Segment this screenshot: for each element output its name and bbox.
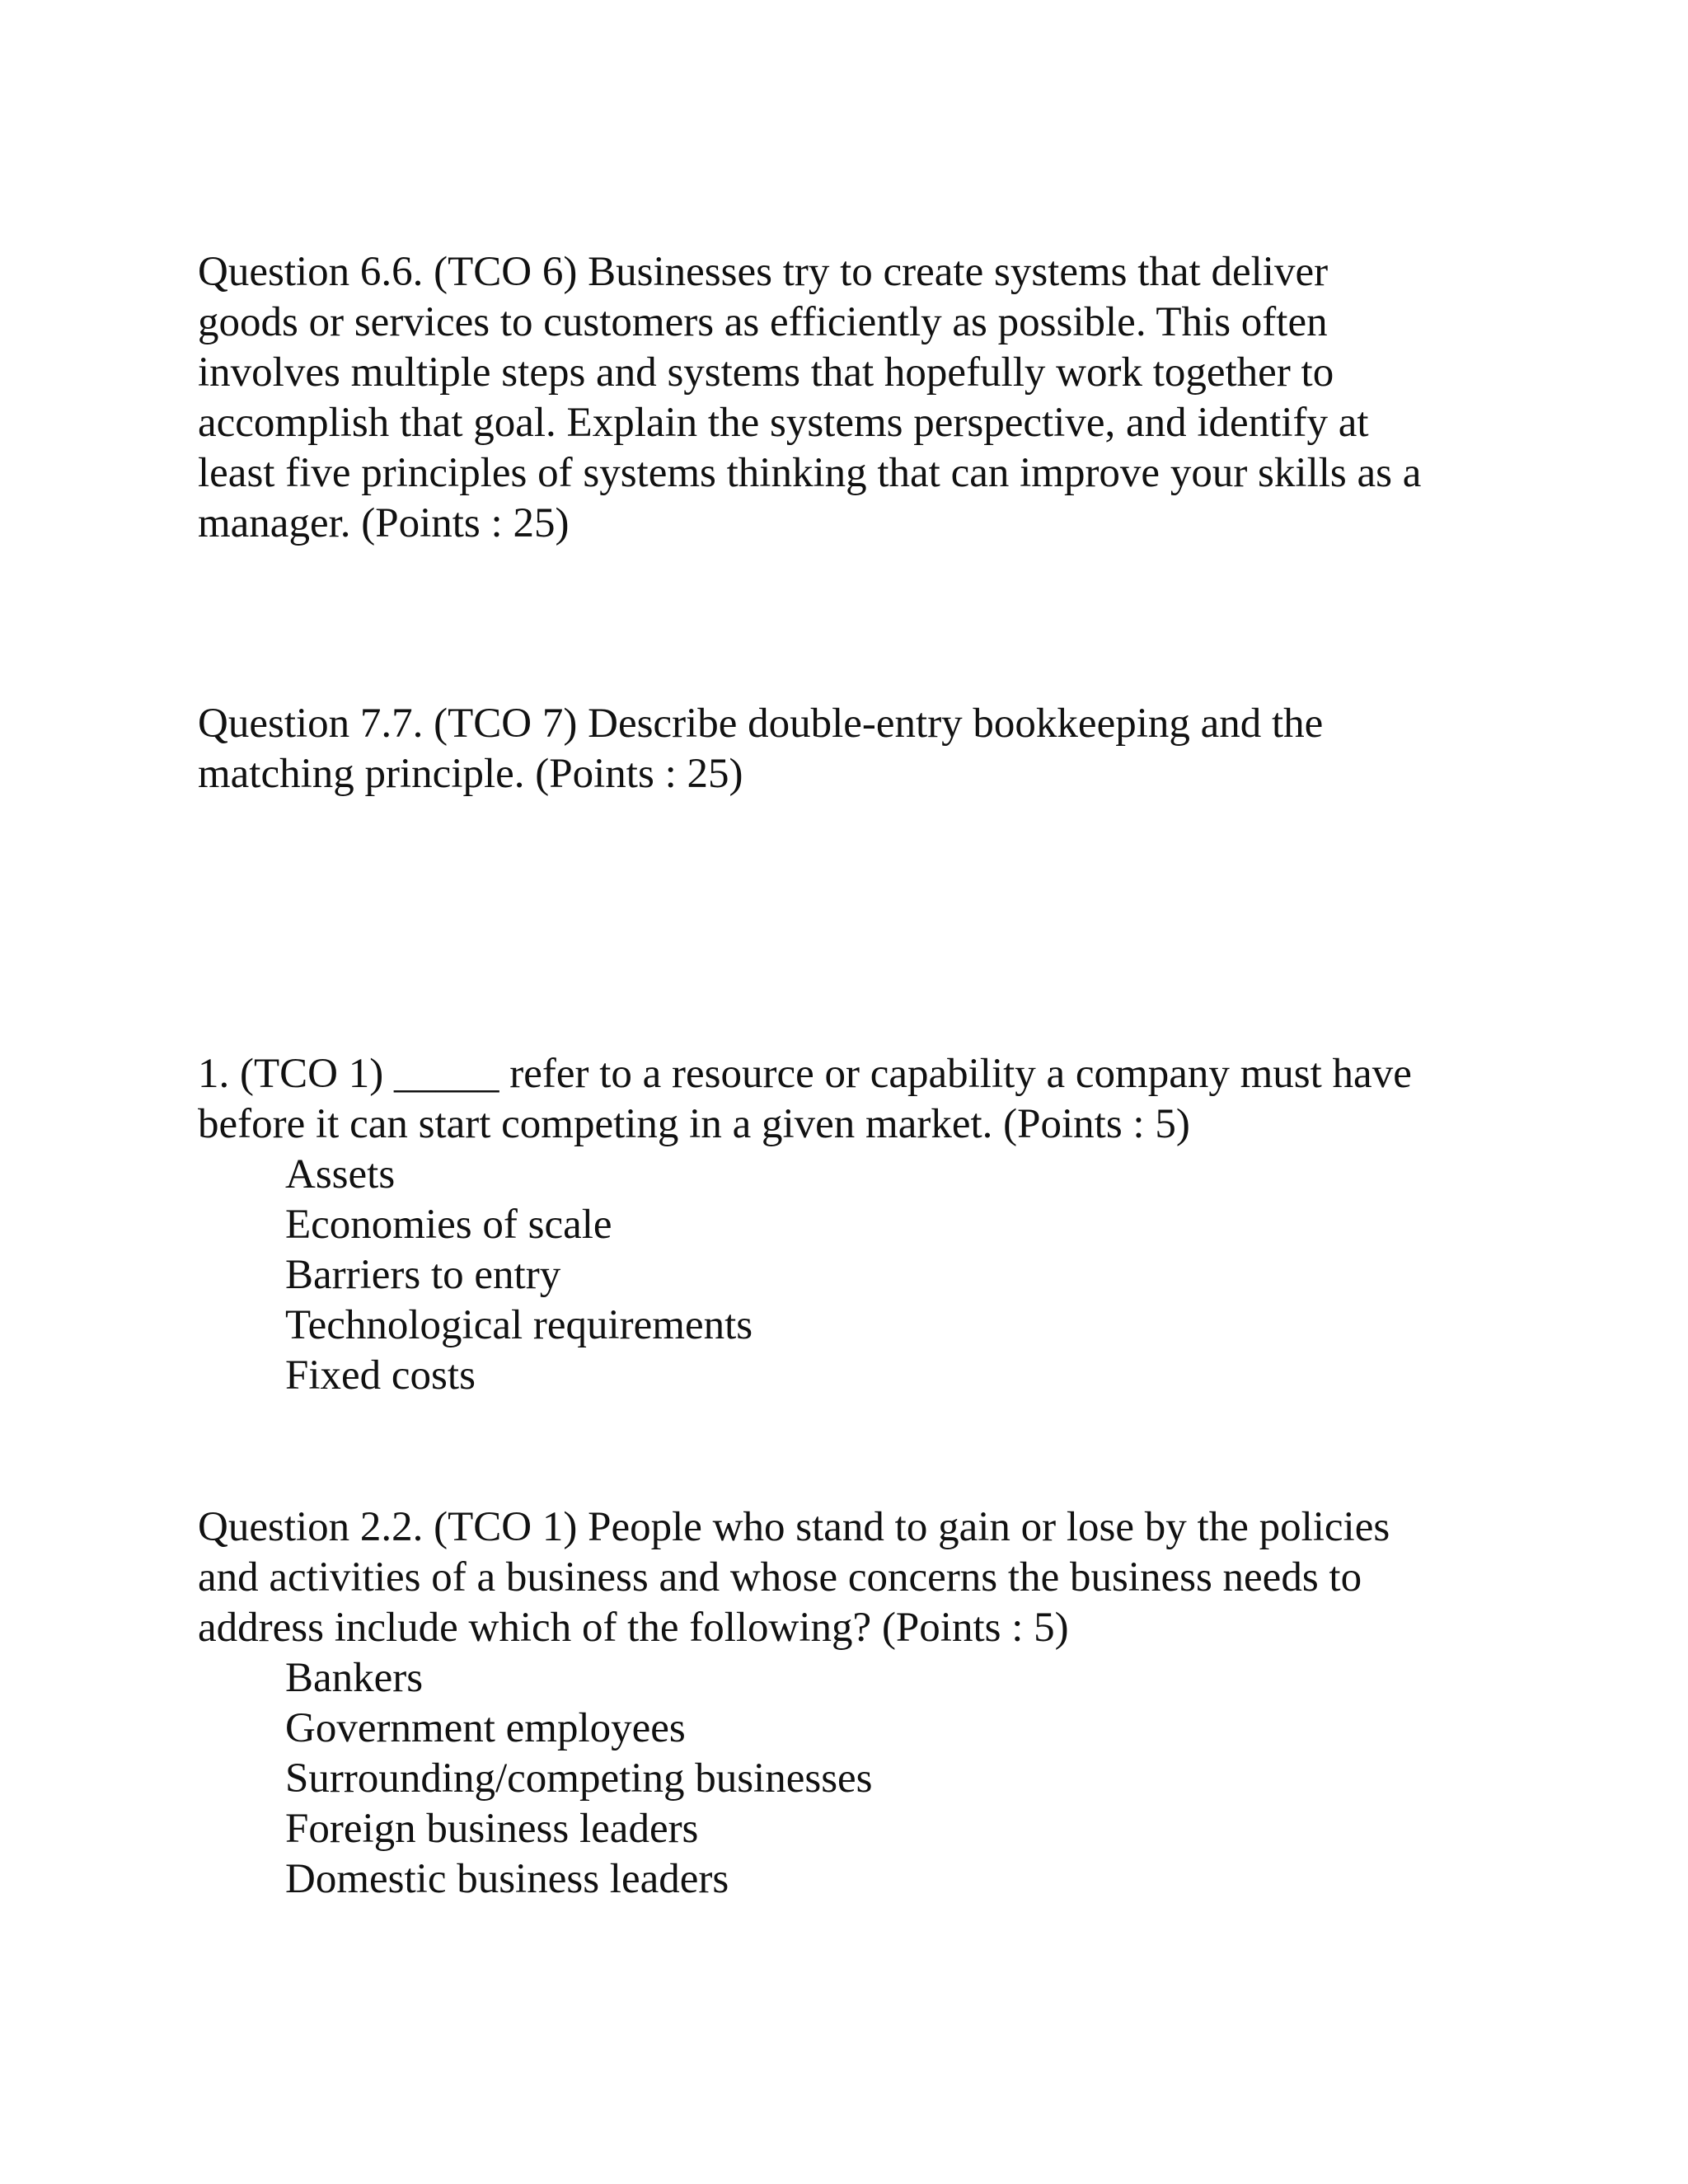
question-7-7 — [198, 699, 1517, 799]
question-text-line: accomplish that goal. Explain the systems perspective, and identify at — [198, 400, 1369, 446]
question-text-line: matching principle. (Points : 25) — [198, 751, 743, 797]
question-text-line: Question 6.6. (TCO 6) Businesses try to create systems that deliver — [198, 249, 1329, 295]
answer-option: Barriers to entry — [285, 1252, 561, 1298]
question-text-line: Question 2.2. (TCO 1) People who stand to gain or lose by the policies — [198, 1504, 1390, 1550]
answer-option: Technological requirements — [285, 1302, 753, 1348]
question-text-line: Question 7.7. (TCO 7) Describe double-entry bookkeeping and the — [198, 701, 1324, 747]
question-text-line: goods or services to customers as efficiently as possible. This often — [198, 299, 1328, 345]
question-text-line: least five principles of systems thinking that can improve your skills as a — [198, 450, 1422, 496]
answer-option: Surrounding/competing businesses — [285, 1755, 873, 1802]
answer-option: Economies of scale — [285, 1202, 612, 1248]
question-2-2 — [198, 1502, 1517, 1905]
question-text-line: 1. (TCO 1) _____ refer to a resource or capability a company must have — [198, 1051, 1412, 1097]
question-text-line: before it can start competing in a given market. (Points : 5) — [198, 1101, 1190, 1147]
question-text-line: manager. (Points : 25) — [198, 500, 570, 546]
answer-option: Assets — [285, 1151, 396, 1197]
question-text-line: involves multiple steps and systems that hopefully work together to — [198, 349, 1334, 396]
answer-option: Foreign business leaders — [285, 1806, 699, 1852]
answer-option: Government employees — [285, 1705, 686, 1751]
question-text-line: and activities of a business and whose concerns the business needs to — [198, 1554, 1362, 1601]
question-text-line: address include which of the following? (Points : 5) — [198, 1605, 1069, 1651]
answer-option: Domestic business leaders — [285, 1856, 729, 1902]
answer-option: Bankers — [285, 1655, 424, 1701]
question-6-6 — [198, 247, 1517, 549]
question-1 — [198, 1049, 1517, 1401]
answer-option: Fixed costs — [285, 1352, 476, 1399]
